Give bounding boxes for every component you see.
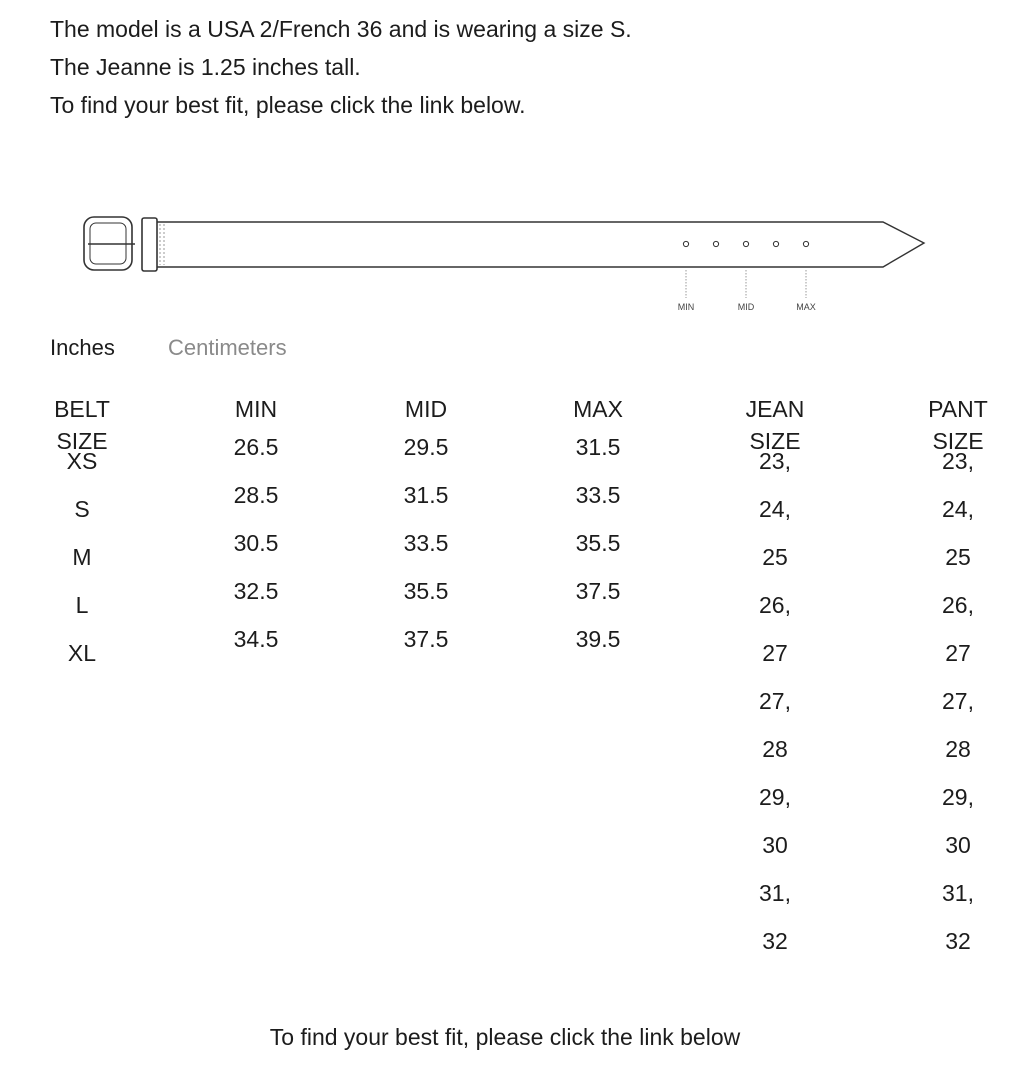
pant-size-cell: 29, xyxy=(942,784,974,810)
pant-size-cell: 27, xyxy=(942,688,974,714)
max-cell: 37.5 xyxy=(575,578,621,604)
belt-size-column xyxy=(42,393,122,677)
jean-size-cell: 31, xyxy=(759,880,791,906)
min-cell: 34.5 xyxy=(233,626,279,652)
mid-cell: 33.5 xyxy=(403,530,449,556)
max-cell: 31.5 xyxy=(575,434,621,460)
belt-hole-1 xyxy=(683,241,688,246)
belt-keeper xyxy=(142,218,157,271)
fit-instruction: To find your best fit, please click the link below. xyxy=(50,92,526,118)
belt-hole-5 xyxy=(803,241,808,246)
mid-label: MID xyxy=(737,302,755,312)
belt-size-header: BELT SIZE xyxy=(54,396,110,454)
pant-size-header: PANT SIZE xyxy=(928,396,988,454)
max-header: MAX xyxy=(573,396,623,422)
pant-size-cell: 24, xyxy=(942,496,974,522)
pant-size-cell: 31, xyxy=(942,880,974,906)
max-cell: 39.5 xyxy=(575,626,621,652)
mid-cell: 35.5 xyxy=(403,578,449,604)
jean-size-cell: 29, xyxy=(759,784,791,810)
belt-size-cell: XL xyxy=(67,640,97,666)
mid-cell: 37.5 xyxy=(403,626,449,652)
pant-size-cell: 28 xyxy=(945,736,971,762)
min-cell: 30.5 xyxy=(233,530,279,556)
jean-size-cell: 30 xyxy=(762,832,788,858)
max-cell: 35.5 xyxy=(575,530,621,556)
pant-size-cell: 30 xyxy=(945,832,971,858)
pant-size-column xyxy=(913,393,1003,965)
jean-size-cell: 27, xyxy=(759,688,791,714)
mid-cell: 31.5 xyxy=(403,482,449,508)
belt-height-note: The Jeanne is 1.25 inches tall. xyxy=(50,54,361,80)
pant-size-cell: 25 xyxy=(945,544,971,570)
belt-hole-4 xyxy=(773,241,778,246)
max-label: MAX xyxy=(796,302,816,312)
jean-size-cell: 26, xyxy=(759,592,791,618)
belt-size-cell: S xyxy=(74,496,90,522)
belt-size-cell: M xyxy=(72,544,92,570)
pant-size-cell: 27 xyxy=(945,640,971,666)
min-label: MIN xyxy=(677,302,695,312)
belt-size-cell: L xyxy=(75,592,89,618)
pant-size-cell: 26, xyxy=(942,592,974,618)
jean-size-cell: 24, xyxy=(759,496,791,522)
tab-centimeters[interactable]: Centimeters xyxy=(168,335,287,360)
jean-size-cell: 25 xyxy=(762,544,788,570)
mid-cell: 29.5 xyxy=(403,434,449,460)
jean-size-cell: 27 xyxy=(762,640,788,666)
pant-size-cell: 32 xyxy=(945,928,971,954)
tab-inches[interactable]: Inches xyxy=(50,335,115,360)
belt-hole-3 xyxy=(743,241,748,246)
jean-size-cell: 23, xyxy=(759,448,791,474)
belt-hole-2 xyxy=(713,241,718,246)
pant-size-cell: 23, xyxy=(942,448,974,474)
belt-diagram xyxy=(78,208,938,318)
min-column xyxy=(216,393,296,663)
min-cell: 28.5 xyxy=(233,482,279,508)
max-column xyxy=(558,393,638,663)
jean-size-cell: 28 xyxy=(762,736,788,762)
mid-column xyxy=(386,393,466,663)
model-size-note: The model is a USA 2/French 36 and is wearing a size S. xyxy=(50,16,632,42)
jean-size-header: JEAN SIZE xyxy=(745,396,805,454)
belt-size-cell: XS xyxy=(66,448,98,474)
min-cell: 26.5 xyxy=(233,434,279,460)
mid-header: MID xyxy=(404,396,448,422)
jean-size-cell: 32 xyxy=(762,928,788,954)
min-header: MIN xyxy=(234,396,278,422)
best-fit-link[interactable]: To find your best fit, please click the link below xyxy=(269,1024,741,1050)
min-cell: 32.5 xyxy=(233,578,279,604)
intro-text xyxy=(50,10,632,124)
jean-size-column xyxy=(730,393,820,965)
max-cell: 33.5 xyxy=(575,482,621,508)
